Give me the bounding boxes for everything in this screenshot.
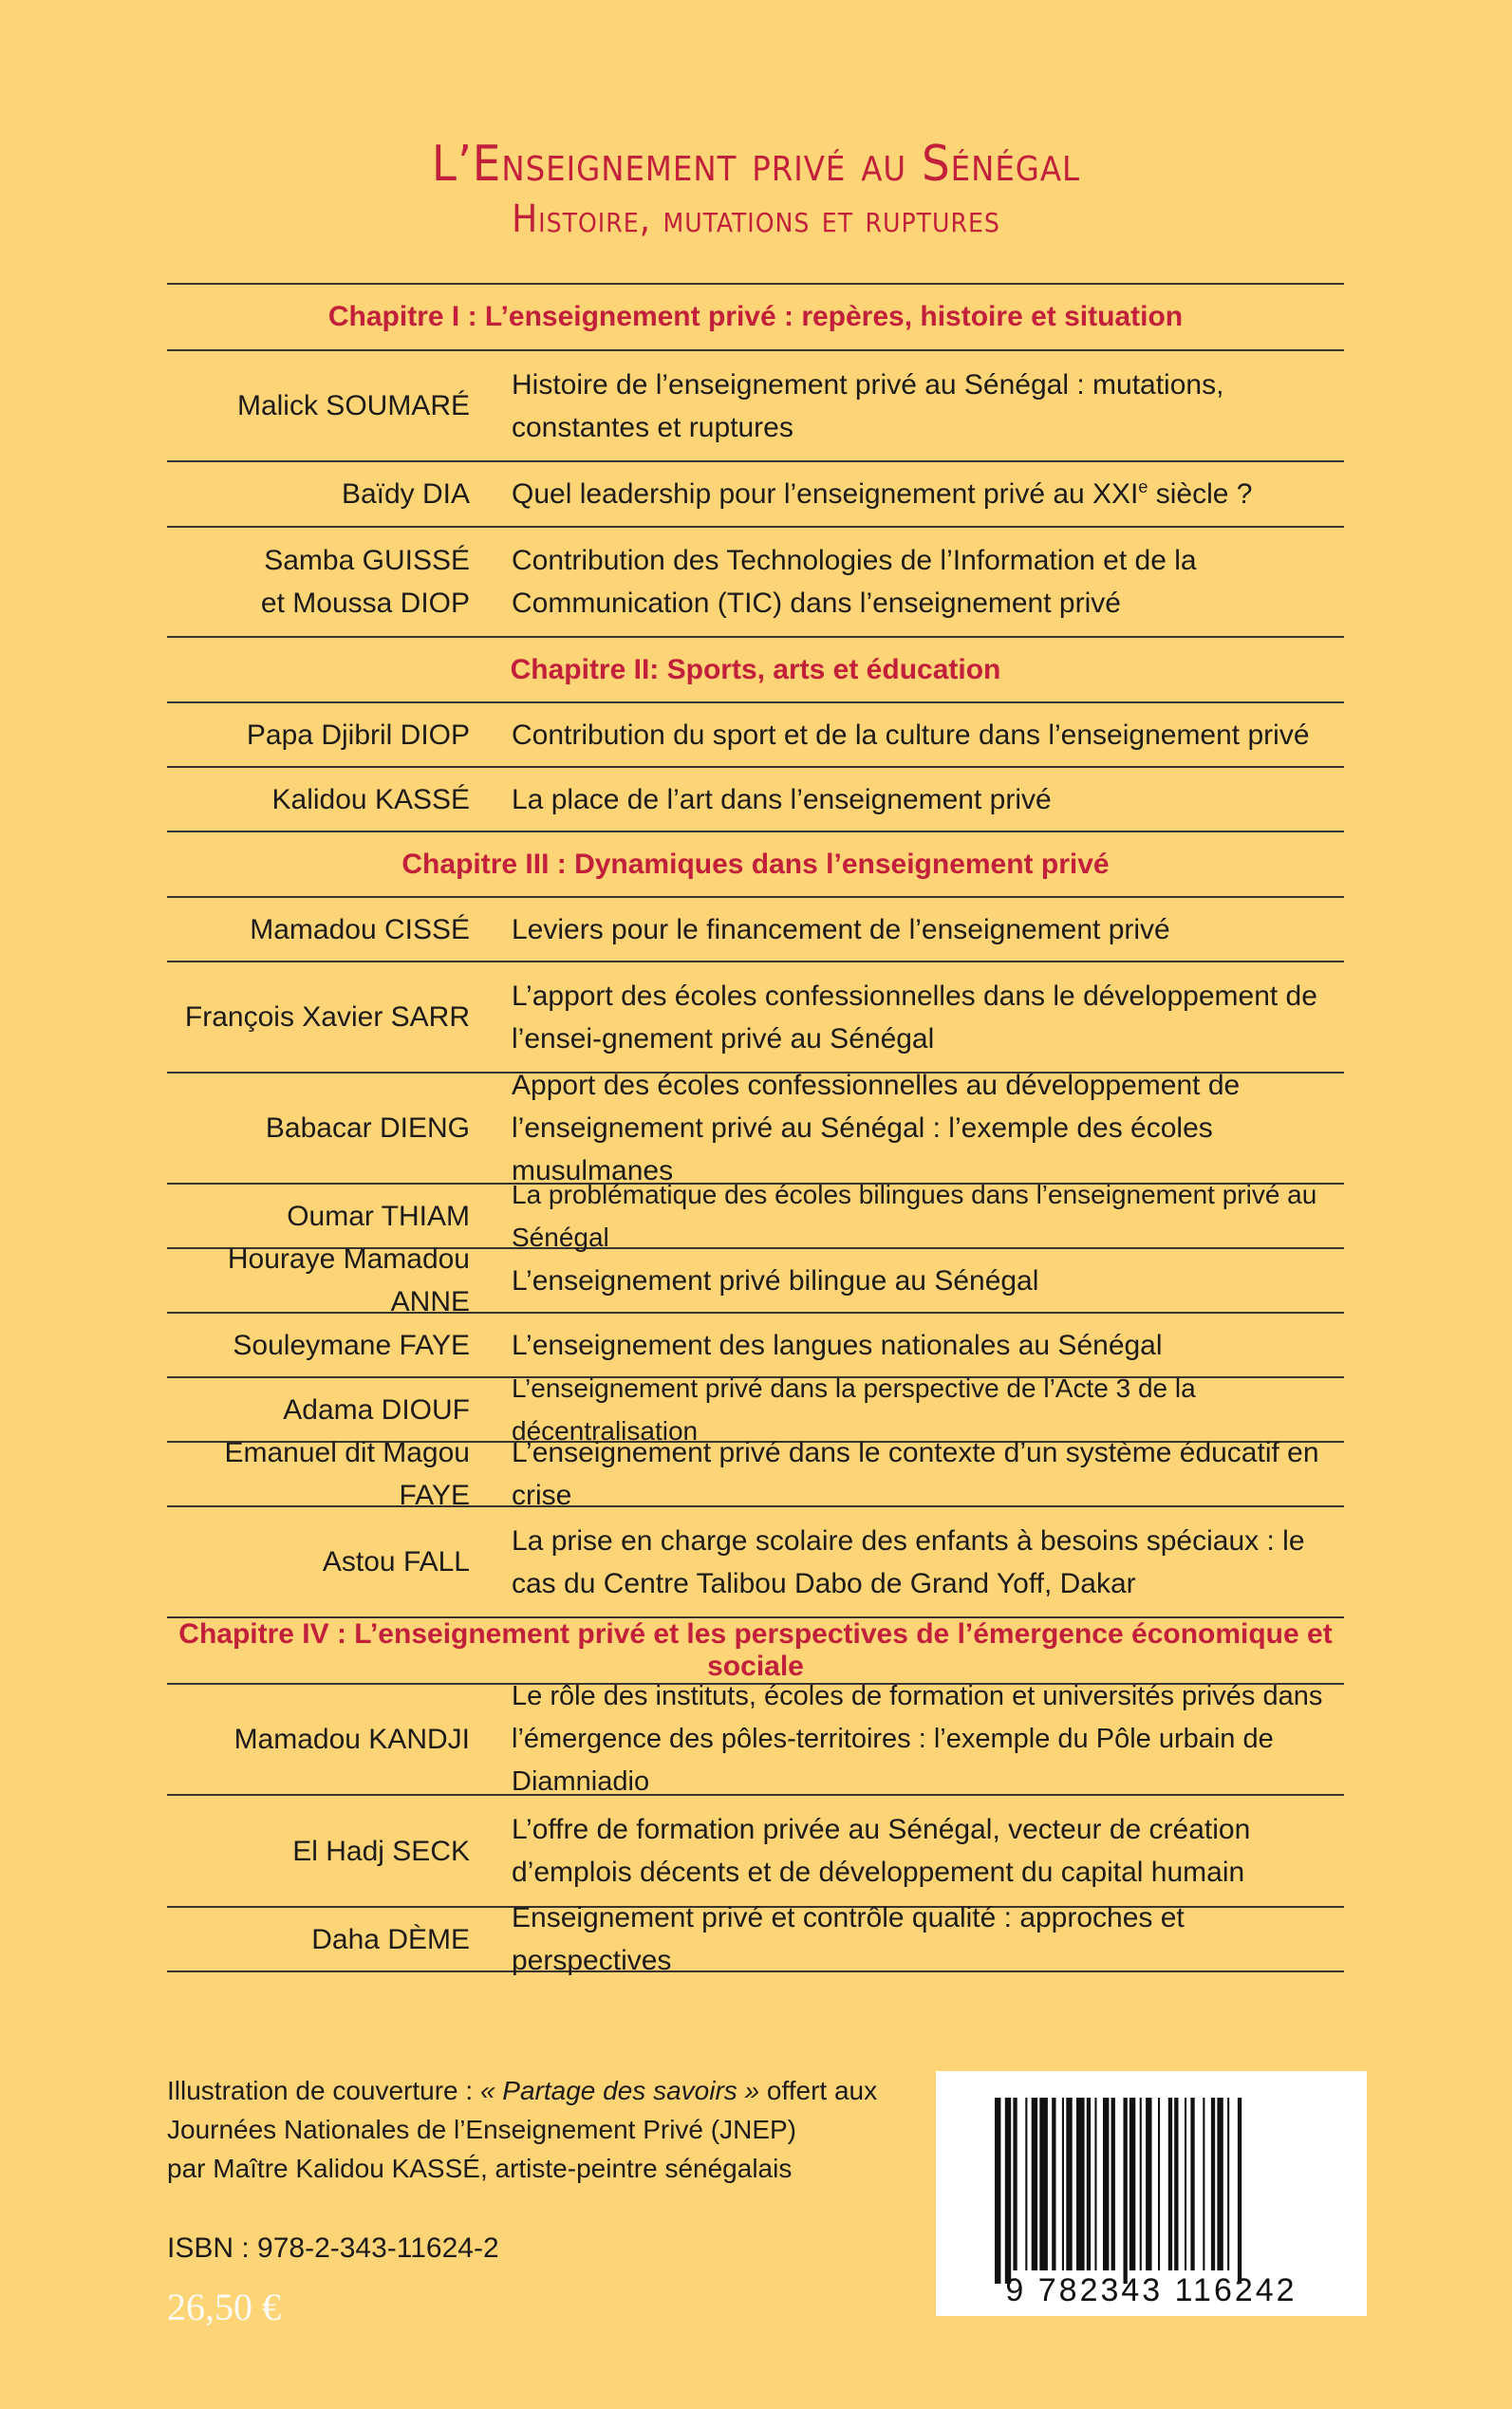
book-title: L’Enseignement privé au Sénégal <box>431 136 1081 193</box>
barcode-bar <box>1032 2098 1037 2270</box>
barcode-bar <box>1129 2098 1135 2270</box>
table-row <box>167 1902 1344 1976</box>
credits-line-1: Illustration de couverture : « Partage des savoirs » offert aux <box>167 2076 878 2105</box>
cover-credits <box>167 2071 945 2188</box>
author-name: Daha DÈME <box>311 1923 470 1955</box>
author-name: Souleymane FAYE <box>233 1329 470 1361</box>
barcode-bar <box>1013 2098 1017 2270</box>
article-title: L’enseignement privé bilingue au Sénégal <box>512 1264 1039 1297</box>
article-title: La prise en charge scolaire des enfants à besoins spéciaux : le cas du Centre Talibou Dabo de Grand Yoff, Dakar <box>512 1524 1305 1599</box>
barcode-bar <box>1211 2098 1215 2270</box>
author-name: Astou FALL <box>322 1546 470 1578</box>
table-row <box>167 351 1344 462</box>
chapter-heading-1: Chapitre I : L’enseignement privé : repères, histoire et situation <box>167 285 1344 351</box>
barcode-bar <box>1185 2098 1186 2270</box>
barcode-bar <box>1025 2098 1027 2270</box>
barcode-digits: 9 782343 116242 <box>1005 2272 1297 2308</box>
author-name: Samba GUISSÉ et Moussa DIOP <box>260 545 470 619</box>
author-name: Mamadou KANDJI <box>233 1724 470 1755</box>
barcode-bar <box>1158 2098 1160 2270</box>
table-row <box>167 1796 1344 1908</box>
barcode-bar <box>1124 2098 1128 2284</box>
article-title: Le rôle des instituts, écoles de formation et universités privés dans l’émergence des pôles-territoires : l’exemple du Pôle urbain de Diamniadio <box>512 1681 1323 1797</box>
barcode-bar <box>1094 2098 1096 2270</box>
author-name: Baïdy DIA <box>341 478 470 510</box>
article-title: Leviers pour le financement de l’enseignement privé <box>512 913 1170 945</box>
barcode-bar <box>995 2098 1000 2284</box>
barcode-bar <box>1111 2098 1115 2270</box>
table-row <box>167 1681 1344 1797</box>
price-label: 26,50 € <box>167 2286 281 2328</box>
article-title: Contribution des Technologies de l’Information et de la Communication (TIC) dans l’enseignement privé <box>512 545 1197 619</box>
barcode-bar <box>1140 2098 1142 2270</box>
table-row <box>167 1437 1344 1511</box>
author-name: Emanuel dit Magou FAYE <box>224 1437 470 1511</box>
article-title: Contribution du sport et de la culture dans l’enseignement privé <box>512 719 1310 751</box>
article-title: La problématique des écoles bilingues dans l’enseignement privé au Sénégal <box>512 1180 1317 1252</box>
author-name: Babacar DIENG <box>265 1112 470 1144</box>
barcode-bar <box>1062 2098 1064 2270</box>
author-name: Papa Djibril DIOP <box>246 719 470 751</box>
barcode-bar <box>1146 2098 1151 2270</box>
table-row <box>167 1070 1344 1186</box>
credits-line-2: Journées Nationales de l’Enseignement Privé (JNEP) <box>167 2115 796 2144</box>
article-title: Apport des écoles confessionnelles au développement de l’enseignement privé au Sénégal : l’exemple des écoles musulmanes <box>512 1070 1241 1186</box>
barcode-bar <box>1087 2098 1091 2270</box>
table-row <box>167 898 1344 962</box>
isbn-label: ISBN : 978-2-343-11624-2 <box>167 2232 499 2264</box>
book-title-block <box>0 133 1512 243</box>
barcode-bar <box>1039 2098 1048 2270</box>
article-title: L’apport des écoles confessionnelles dans le développement de l’ensei-gnement privé au Sénégal <box>512 980 1317 1055</box>
table-row <box>167 462 1344 528</box>
barcode-bar <box>1203 2098 1204 2270</box>
credits-line-3: par Maître Kalidou KASSÉ, artiste-peintre sénégalais <box>167 2154 793 2183</box>
chapter-heading-3: Chapitre III : Dynamiques dans l’enseignement privé <box>167 832 1344 898</box>
table-of-contents <box>167 283 1344 1976</box>
barcode-bar <box>1238 2098 1241 2284</box>
barcode-bar <box>1066 2098 1072 2270</box>
author-name: Mamadou CISSÉ <box>250 913 470 945</box>
barcode-bar <box>1168 2098 1172 2270</box>
table-row <box>167 1507 1344 1618</box>
article-title: L’offre de formation privée au Sénégal, vecteur de création d’emplois décents et de développement du capital humain <box>512 1814 1251 1888</box>
article-title: L’enseignement privé dans le contexte d’un système éducatif en crise <box>512 1437 1319 1511</box>
author-name: Malick SOUMARÉ <box>236 390 470 421</box>
barcode-bar <box>1190 2098 1194 2270</box>
barcode-bar <box>1174 2098 1178 2270</box>
author-name: El Hadj SECK <box>292 1835 470 1867</box>
author-name: Adama DIOUF <box>283 1393 470 1426</box>
author-name: Oumar THIAM <box>287 1200 470 1232</box>
table-row <box>167 528 1344 638</box>
barcode <box>936 2071 1367 2316</box>
table-row <box>167 703 1344 768</box>
article-title: Quel leadership pour l’enseignement privé au XXIe siècle ? <box>512 477 1253 510</box>
article-title: L’enseignement privé dans la perspective de l’Acte 3 de la décentralisation <box>512 1373 1196 1446</box>
article-title: L’enseignement des langues nationales au Sénégal <box>512 1329 1163 1361</box>
table-row <box>167 1243 1344 1317</box>
chapter-heading-4: Chapitre IV : L’enseignement privé et les perspectives de l’émergence économique et sociale <box>167 1618 1344 1685</box>
barcode-bar <box>1076 2098 1085 2270</box>
author-name: François Xavier SARR <box>184 1001 470 1033</box>
book-subtitle: Histoire, mutations et ruptures <box>512 197 1000 241</box>
barcode-bar <box>1103 2098 1109 2270</box>
barcode-bar <box>1052 2098 1055 2270</box>
author-name: Kalidou KASSÉ <box>271 783 470 815</box>
article-title: Histoire de l’enseignement privé au Sénégal : mutations, constantes et ruptures <box>512 368 1224 443</box>
author-name: Houraye Mamadou ANNE <box>227 1243 470 1317</box>
table-row <box>167 768 1344 832</box>
chapter-heading-2: Chapitre II: Sports, arts et éducation <box>167 638 1344 703</box>
barcode-bar <box>1005 2098 1011 2284</box>
barcode-bar <box>1227 2098 1229 2270</box>
table-row <box>167 962 1344 1074</box>
article-title: Enseignement privé et contrôle qualité : approches et perspectives <box>512 1902 1185 1976</box>
barcode-bar <box>1217 2098 1223 2270</box>
article-title: La place de l’art dans l’enseignement privé <box>512 783 1052 815</box>
